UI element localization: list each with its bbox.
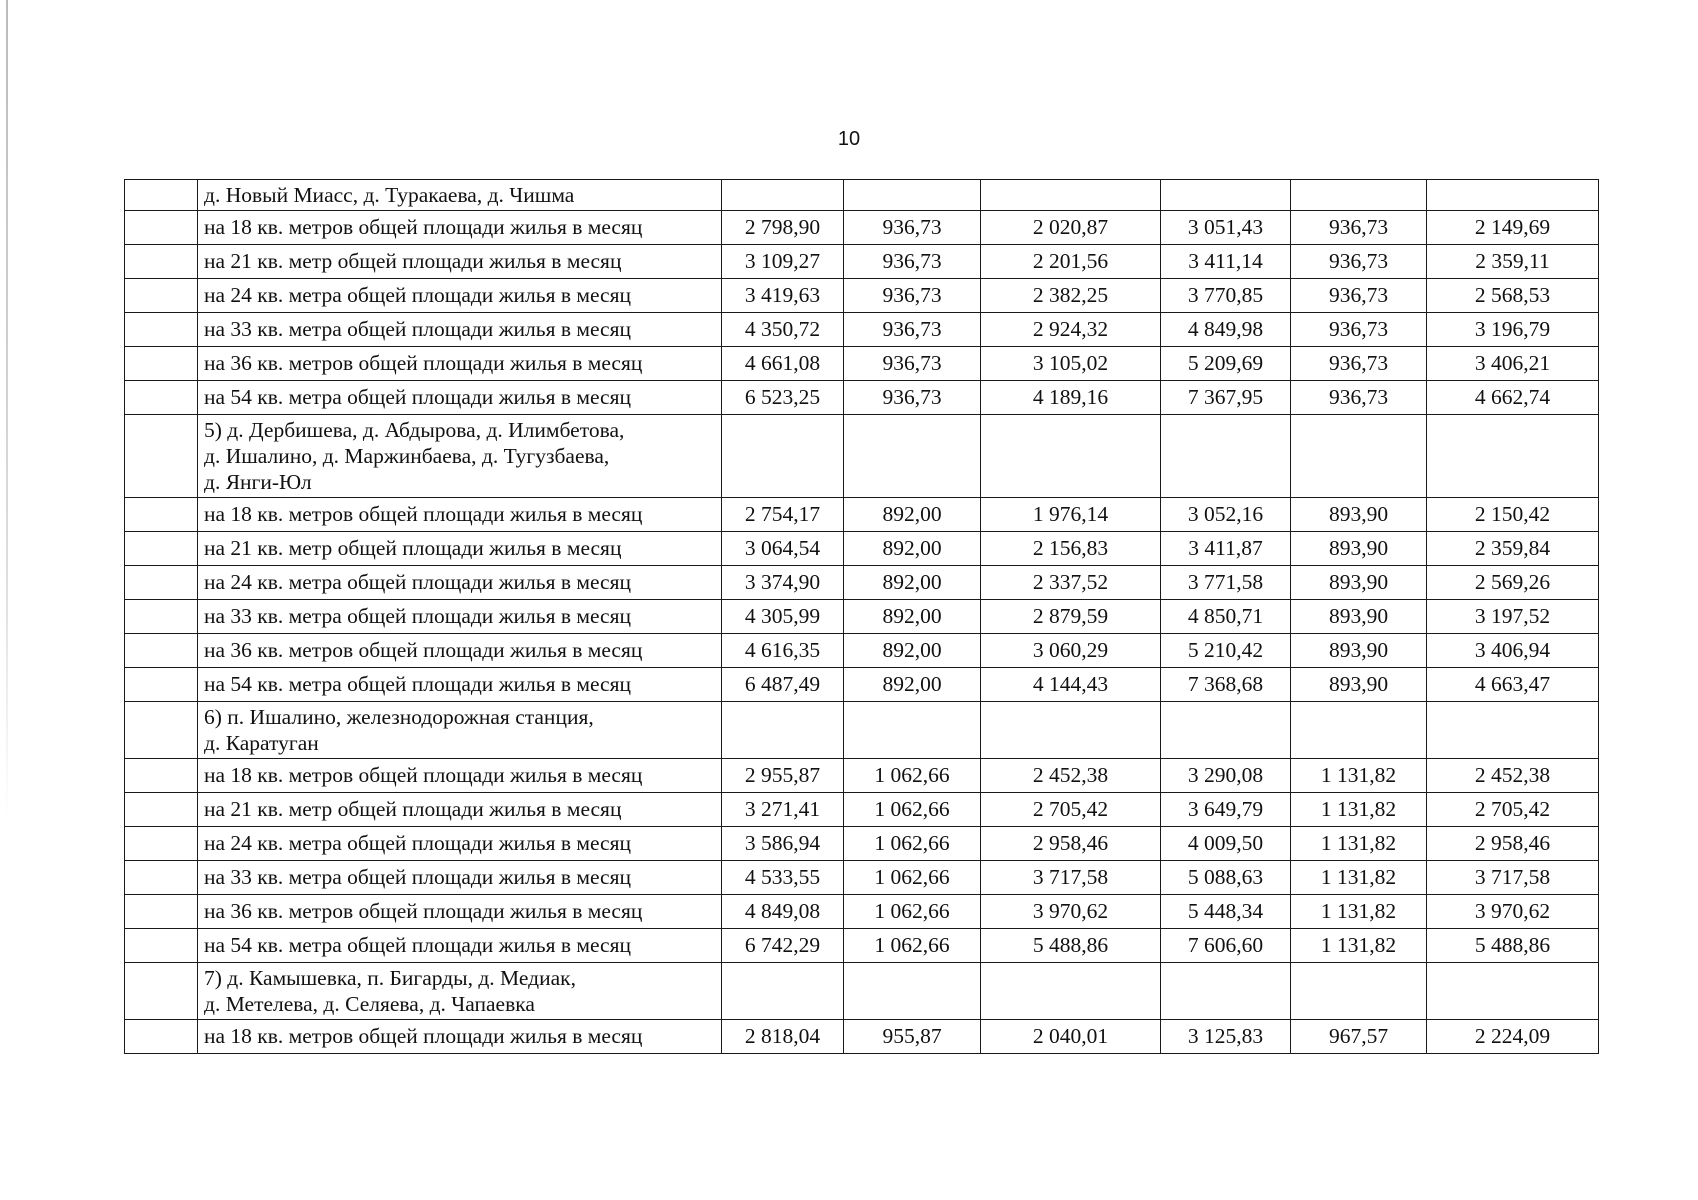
- row-number-cell: [125, 211, 198, 245]
- value-cell: 5 088,63: [1161, 861, 1291, 895]
- value-cell: 892,00: [844, 600, 981, 634]
- section-title-cell: [198, 180, 722, 211]
- row-label-cell: на 36 кв. метров общей площади жилья в месяц: [198, 895, 722, 929]
- row-number-cell: [125, 668, 198, 702]
- value-cell: 2 156,83: [981, 532, 1161, 566]
- empty-value-cell: [1427, 963, 1599, 1020]
- row-label-cell: на 33 кв. метра общей площади жилья в месяц: [198, 600, 722, 634]
- table-row: [125, 245, 1599, 279]
- table-row: [125, 313, 1599, 347]
- row-label-cell: на 18 кв. метров общей площади жилья в месяц: [198, 498, 722, 532]
- row-label-cell: на 21 кв. метр общей площади жилья в месяц: [198, 532, 722, 566]
- row-number-cell: [125, 532, 198, 566]
- value-cell: 1 131,82: [1291, 827, 1427, 861]
- value-cell: 4 616,35: [722, 634, 844, 668]
- section-title-line: 6) п. Ишалино, железнодорожная станция,: [204, 705, 594, 729]
- tariff-table: [124, 179, 1599, 1054]
- value-cell: 4 850,71: [1161, 600, 1291, 634]
- value-cell: 2 150,42: [1427, 498, 1599, 532]
- value-cell: 1 062,66: [844, 793, 981, 827]
- value-cell: 2 798,90: [722, 211, 844, 245]
- empty-value-cell: [844, 963, 981, 1020]
- table-row: [125, 827, 1599, 861]
- value-cell: 1 062,66: [844, 929, 981, 963]
- row-label-cell: на 54 кв. метра общей площади жилья в месяц: [198, 929, 722, 963]
- row-number-cell: [125, 895, 198, 929]
- table-row: [125, 279, 1599, 313]
- value-cell: 1 062,66: [844, 759, 981, 793]
- empty-value-cell: [722, 415, 844, 498]
- row-number-cell: [125, 963, 198, 1020]
- section-header-row: [125, 963, 1599, 1020]
- value-cell: 2 705,42: [981, 793, 1161, 827]
- value-cell: 2 754,17: [722, 498, 844, 532]
- value-cell: 2 568,53: [1427, 279, 1599, 313]
- row-label-cell: на 33 кв. метра общей площади жилья в месяц: [198, 313, 722, 347]
- value-cell: 936,73: [844, 313, 981, 347]
- row-number-cell: [125, 279, 198, 313]
- row-label-cell: на 54 кв. метра общей площади жилья в месяц: [198, 381, 722, 415]
- value-cell: 3 125,83: [1161, 1020, 1291, 1054]
- value-cell: 2 337,52: [981, 566, 1161, 600]
- value-cell: 4 533,55: [722, 861, 844, 895]
- value-cell: 936,73: [1291, 313, 1427, 347]
- value-cell: 1 131,82: [1291, 895, 1427, 929]
- value-cell: 3 411,14: [1161, 245, 1291, 279]
- table-row: [125, 498, 1599, 532]
- row-label-cell: на 18 кв. метров общей площади жилья в месяц: [198, 759, 722, 793]
- value-cell: 5 488,86: [1427, 929, 1599, 963]
- value-cell: 1 131,82: [1291, 759, 1427, 793]
- value-cell: 1 131,82: [1291, 929, 1427, 963]
- row-label-cell: на 54 кв. метра общей площади жилья в месяц: [198, 668, 722, 702]
- value-cell: 2 452,38: [1427, 759, 1599, 793]
- value-cell: 4 849,08: [722, 895, 844, 929]
- value-cell: 936,73: [1291, 279, 1427, 313]
- value-cell: 3 586,94: [722, 827, 844, 861]
- value-cell: 2 958,46: [981, 827, 1161, 861]
- value-cell: 3 717,58: [1427, 861, 1599, 895]
- value-cell: 6 487,49: [722, 668, 844, 702]
- empty-value-cell: [981, 180, 1161, 211]
- value-cell: 3 052,16: [1161, 498, 1291, 532]
- table-row: [125, 759, 1599, 793]
- table-row: [125, 895, 1599, 929]
- table-row: [125, 600, 1599, 634]
- section-header-row: [125, 180, 1599, 211]
- value-cell: 2 569,26: [1427, 566, 1599, 600]
- row-number-cell: [125, 634, 198, 668]
- value-cell: 893,90: [1291, 668, 1427, 702]
- table-row: [125, 634, 1599, 668]
- value-cell: 3 374,90: [722, 566, 844, 600]
- empty-value-cell: [981, 702, 1161, 759]
- value-cell: 1 976,14: [981, 498, 1161, 532]
- value-cell: 893,90: [1291, 566, 1427, 600]
- value-cell: 2 040,01: [981, 1020, 1161, 1054]
- section-title-line: д. Ишалино, д. Маржинбаева, д. Тугузбаева,: [204, 444, 610, 468]
- tariff-table-body: [125, 180, 1599, 1054]
- value-cell: 936,73: [1291, 245, 1427, 279]
- value-cell: 936,73: [1291, 347, 1427, 381]
- row-number-cell: [125, 498, 198, 532]
- value-cell: 2 149,69: [1427, 211, 1599, 245]
- row-label-cell: на 24 кв. метра общей площади жилья в месяц: [198, 279, 722, 313]
- page-number: 10: [837, 128, 861, 150]
- value-cell: 4 350,72: [722, 313, 844, 347]
- row-label-cell: на 24 кв. метра общей площади жилья в месяц: [198, 566, 722, 600]
- value-cell: 1 062,66: [844, 895, 981, 929]
- value-cell: 892,00: [844, 498, 981, 532]
- value-cell: 7 367,95: [1161, 381, 1291, 415]
- value-cell: 936,73: [844, 245, 981, 279]
- value-cell: 4 661,08: [722, 347, 844, 381]
- value-cell: 5 209,69: [1161, 347, 1291, 381]
- value-cell: 936,73: [1291, 381, 1427, 415]
- value-cell: 3 970,62: [1427, 895, 1599, 929]
- section-title-line: д. Метелева, д. Селяева, д. Чапаевка: [204, 992, 535, 1016]
- value-cell: 5 488,86: [981, 929, 1161, 963]
- value-cell: 1 131,82: [1291, 793, 1427, 827]
- table-row: [125, 861, 1599, 895]
- value-cell: 3 290,08: [1161, 759, 1291, 793]
- value-cell: 893,90: [1291, 600, 1427, 634]
- empty-value-cell: [1291, 963, 1427, 1020]
- value-cell: 936,73: [1291, 211, 1427, 245]
- row-label-cell: на 21 кв. метр общей площади жилья в месяц: [198, 245, 722, 279]
- row-number-cell: [125, 827, 198, 861]
- table-row: [125, 211, 1599, 245]
- row-label-cell: на 21 кв. метр общей площади жилья в месяц: [198, 793, 722, 827]
- row-number-cell: [125, 793, 198, 827]
- section-title-line: д. Новый Миасс, д. Туракаева, д. Чишма: [204, 183, 575, 207]
- value-cell: 3 717,58: [981, 861, 1161, 895]
- value-cell: 2 879,59: [981, 600, 1161, 634]
- row-label-cell: на 36 кв. метров общей площади жилья в месяц: [198, 634, 722, 668]
- value-cell: 4 849,98: [1161, 313, 1291, 347]
- row-number-cell: [125, 929, 198, 963]
- empty-value-cell: [844, 702, 981, 759]
- value-cell: 892,00: [844, 634, 981, 668]
- section-title-cell: [198, 415, 722, 498]
- table-row: [125, 566, 1599, 600]
- value-cell: 955,87: [844, 1020, 981, 1054]
- value-cell: 4 189,16: [981, 381, 1161, 415]
- row-label-cell: на 33 кв. метра общей площади жилья в месяц: [198, 861, 722, 895]
- value-cell: 936,73: [844, 211, 981, 245]
- section-title-line: 5) д. Дербишева, д. Абдырова, д. Илимбетова,: [204, 418, 625, 442]
- value-cell: 3 196,79: [1427, 313, 1599, 347]
- section-title-cell: [198, 702, 722, 759]
- empty-value-cell: [1427, 415, 1599, 498]
- value-cell: 3 271,41: [722, 793, 844, 827]
- row-number-cell: [125, 861, 198, 895]
- value-cell: 936,73: [844, 279, 981, 313]
- row-label-cell: на 24 кв. метра общей площади жилья в месяц: [198, 827, 722, 861]
- empty-value-cell: [722, 963, 844, 1020]
- empty-value-cell: [844, 180, 981, 211]
- value-cell: 3 649,79: [1161, 793, 1291, 827]
- empty-value-cell: [1291, 702, 1427, 759]
- value-cell: 1 131,82: [1291, 861, 1427, 895]
- value-cell: 2 705,42: [1427, 793, 1599, 827]
- value-cell: 2 382,25: [981, 279, 1161, 313]
- section-title-cell: [198, 963, 722, 1020]
- value-cell: 3 970,62: [981, 895, 1161, 929]
- empty-value-cell: [1427, 180, 1599, 211]
- value-cell: 2 359,84: [1427, 532, 1599, 566]
- value-cell: 936,73: [844, 381, 981, 415]
- value-cell: 3 406,21: [1427, 347, 1599, 381]
- table-row: [125, 347, 1599, 381]
- row-label-cell: на 18 кв. метров общей площади жилья в месяц: [198, 1020, 722, 1054]
- value-cell: 3 051,43: [1161, 211, 1291, 245]
- empty-value-cell: [1291, 415, 1427, 498]
- row-number-cell: [125, 600, 198, 634]
- empty-value-cell: [1161, 180, 1291, 211]
- row-number-cell: [125, 415, 198, 498]
- value-cell: 2 359,11: [1427, 245, 1599, 279]
- row-number-cell: [125, 1020, 198, 1054]
- value-cell: 892,00: [844, 532, 981, 566]
- value-cell: 936,73: [844, 347, 981, 381]
- value-cell: 5 448,34: [1161, 895, 1291, 929]
- row-number-cell: [125, 381, 198, 415]
- value-cell: 2 201,56: [981, 245, 1161, 279]
- section-header-row: [125, 702, 1599, 759]
- value-cell: 2 955,87: [722, 759, 844, 793]
- value-cell: 2 224,09: [1427, 1020, 1599, 1054]
- table-row: [125, 532, 1599, 566]
- table-row: [125, 793, 1599, 827]
- value-cell: 2 924,32: [981, 313, 1161, 347]
- value-cell: 7 368,68: [1161, 668, 1291, 702]
- empty-value-cell: [1161, 702, 1291, 759]
- value-cell: 4 305,99: [722, 600, 844, 634]
- value-cell: 893,90: [1291, 532, 1427, 566]
- value-cell: 3 109,27: [722, 245, 844, 279]
- value-cell: 1 062,66: [844, 827, 981, 861]
- value-cell: 2 818,04: [722, 1020, 844, 1054]
- value-cell: 6 742,29: [722, 929, 844, 963]
- row-number-cell: [125, 759, 198, 793]
- row-label-cell: на 18 кв. метров общей площади жилья в месяц: [198, 211, 722, 245]
- value-cell: 4 009,50: [1161, 827, 1291, 861]
- section-header-row: [125, 415, 1599, 498]
- row-number-cell: [125, 245, 198, 279]
- value-cell: 6 523,25: [722, 381, 844, 415]
- section-title-line: д. Янги-Юл: [204, 470, 312, 494]
- section-title-line: д. Каратуган: [204, 731, 319, 755]
- value-cell: 3 770,85: [1161, 279, 1291, 313]
- row-number-cell: [125, 702, 198, 759]
- value-cell: 893,90: [1291, 498, 1427, 532]
- value-cell: 892,00: [844, 668, 981, 702]
- value-cell: 3 419,63: [722, 279, 844, 313]
- empty-value-cell: [1291, 180, 1427, 211]
- value-cell: 3 105,02: [981, 347, 1161, 381]
- value-cell: 5 210,42: [1161, 634, 1291, 668]
- value-cell: 3 060,29: [981, 634, 1161, 668]
- empty-value-cell: [722, 180, 844, 211]
- value-cell: 4 144,43: [981, 668, 1161, 702]
- value-cell: 3 771,58: [1161, 566, 1291, 600]
- value-cell: 3 411,87: [1161, 532, 1291, 566]
- table-row: [125, 668, 1599, 702]
- value-cell: 1 062,66: [844, 861, 981, 895]
- empty-value-cell: [1161, 963, 1291, 1020]
- value-cell: 2 452,38: [981, 759, 1161, 793]
- scan-edge-line: [6, 0, 8, 820]
- value-cell: 3 406,94: [1427, 634, 1599, 668]
- value-cell: 4 662,74: [1427, 381, 1599, 415]
- empty-value-cell: [1161, 415, 1291, 498]
- row-number-cell: [125, 566, 198, 600]
- row-number-cell: [125, 347, 198, 381]
- empty-value-cell: [722, 702, 844, 759]
- value-cell: 7 606,60: [1161, 929, 1291, 963]
- value-cell: 3 064,54: [722, 532, 844, 566]
- empty-value-cell: [981, 415, 1161, 498]
- empty-value-cell: [1427, 702, 1599, 759]
- table-row: [125, 1020, 1599, 1054]
- value-cell: 2 958,46: [1427, 827, 1599, 861]
- row-label-cell: на 36 кв. метров общей площади жилья в месяц: [198, 347, 722, 381]
- empty-value-cell: [981, 963, 1161, 1020]
- empty-value-cell: [844, 415, 981, 498]
- section-title-line: 7) д. Камышевка, п. Бигарды, д. Медиак,: [204, 966, 576, 990]
- table-row: [125, 929, 1599, 963]
- table-row: [125, 381, 1599, 415]
- row-number-cell: [125, 313, 198, 347]
- row-number-cell: [125, 180, 198, 211]
- value-cell: 893,90: [1291, 634, 1427, 668]
- value-cell: 3 197,52: [1427, 600, 1599, 634]
- value-cell: 967,57: [1291, 1020, 1427, 1054]
- value-cell: 2 020,87: [981, 211, 1161, 245]
- value-cell: 4 663,47: [1427, 668, 1599, 702]
- value-cell: 892,00: [844, 566, 981, 600]
